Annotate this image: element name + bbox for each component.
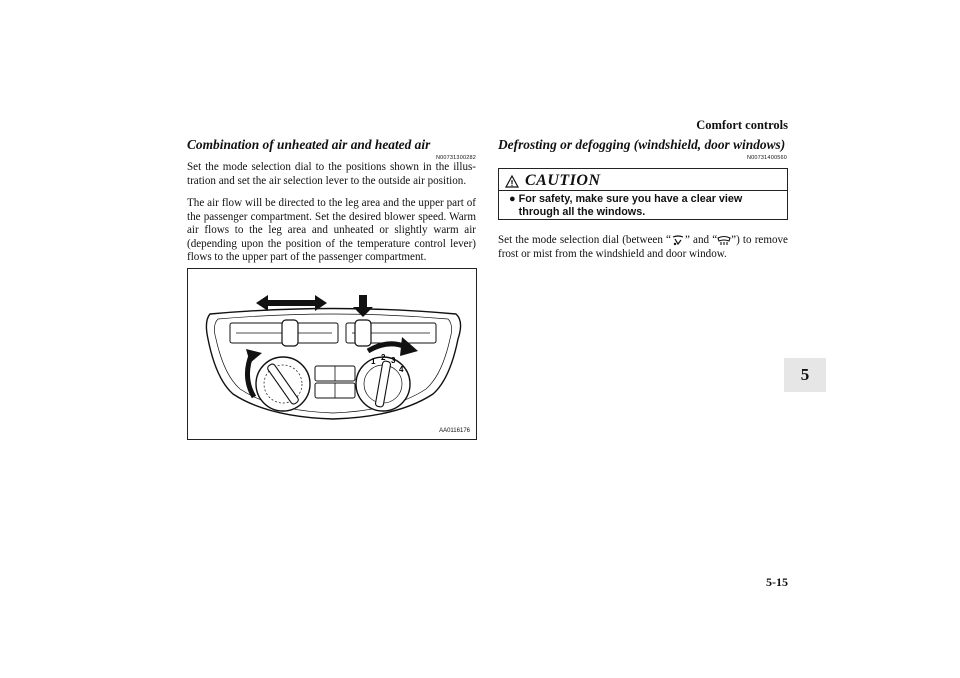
paragraph-defrost	[498, 234, 788, 261]
warning-triangle-icon	[505, 175, 519, 188]
paragraph-air-flow: The air flow will be directed to the leg area and the upper part of the passenger compartment. Set the desired blower speed. Warm air flows to the leg area and unheated or slightly warm air (depending upon the position of the temperature control lever) flows to the upper part of the passenger compartment.	[187, 197, 476, 263]
dial-number-1: 1	[371, 357, 376, 366]
caution-text: For safety, make sure you have a clear view through all the windows.	[518, 193, 743, 218]
paragraph-defrost-part1: Set the mode selection dial (between “	[498, 234, 671, 246]
section-code-right: N00731400560	[746, 155, 787, 161]
dial-number-3: 3	[391, 356, 396, 365]
defrost-mode-icon	[717, 235, 731, 246]
paragraph-defrost-part3: ”) to remove frost or mist from the windshield and door window.	[498, 234, 788, 260]
paragraph-defrost-text	[498, 234, 788, 261]
paragraph-mode-selection: Set the mode selection dial to the positions shown in the illus-tration and set the air selection lever to the outside air position.	[187, 161, 476, 187]
climate-control-illustration	[187, 268, 477, 440]
defrost-foot-mode-icon	[671, 235, 685, 246]
caution-divider	[499, 190, 787, 191]
page-number: 5-15	[766, 575, 788, 589]
bullet-icon: ●	[509, 193, 516, 205]
paragraph-defrost-part2: ” and “	[684, 234, 718, 246]
caution-item	[509, 193, 781, 219]
caution-box	[498, 168, 788, 220]
section-code-left: N00731300282	[435, 155, 476, 161]
dial-number-2: 2	[381, 353, 386, 362]
figure-id: AA0116176	[439, 428, 470, 434]
running-header: Comfort controls	[696, 118, 788, 132]
control-panel-drawing	[188, 269, 478, 441]
section-heading-defrosting: Defrosting or defogging (windshield, door windows)	[498, 137, 786, 152]
section-heading-combination: Combination of unheated air and heated air	[187, 137, 431, 152]
caution-title: CAUTION	[525, 172, 601, 189]
left-column	[187, 137, 476, 265]
chapter-tab: 5	[784, 358, 826, 392]
dial-number-4: 4	[399, 365, 404, 374]
right-column	[498, 137, 787, 161]
